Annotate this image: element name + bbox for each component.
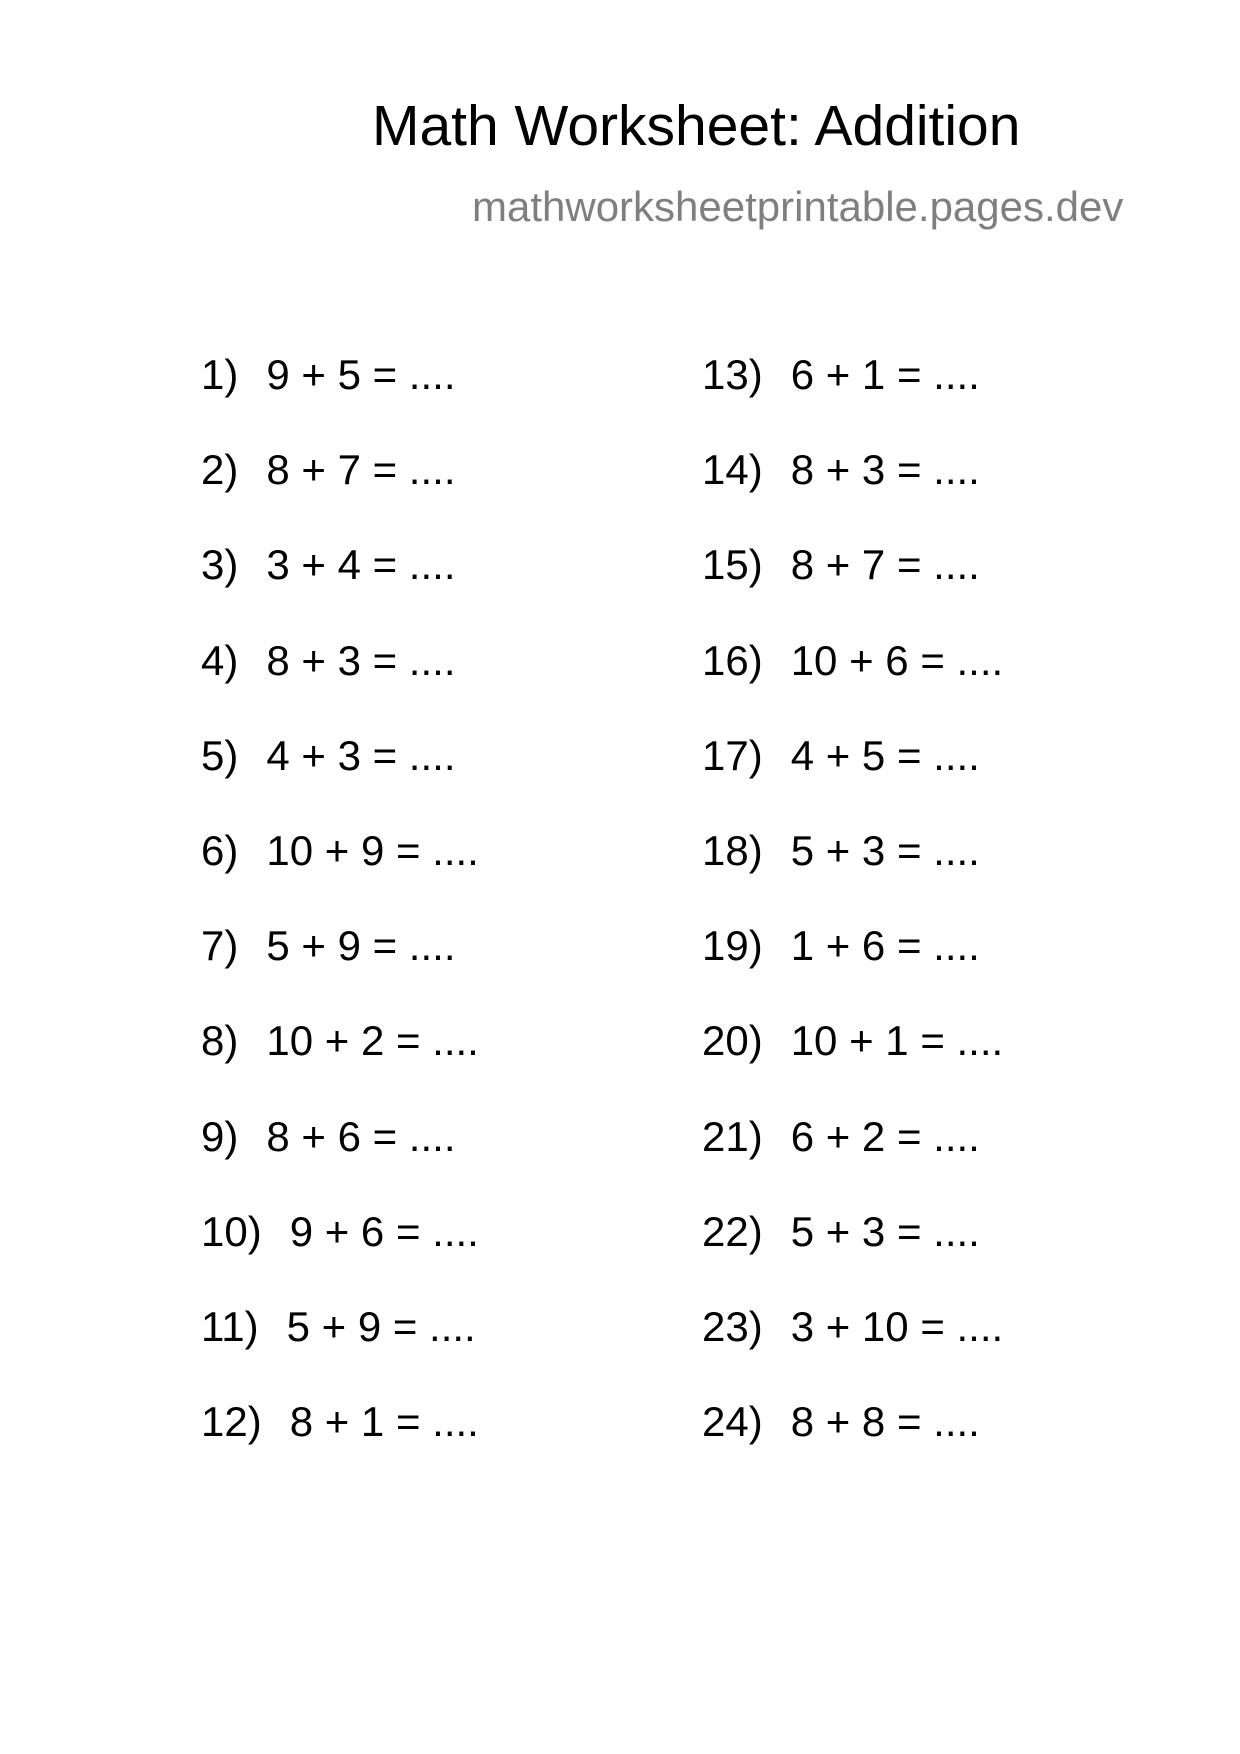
problem-item bbox=[201, 446, 479, 544]
problems-column-left bbox=[201, 351, 479, 1496]
problem-item bbox=[201, 1207, 479, 1306]
problem-item bbox=[201, 1017, 479, 1115]
problem-item bbox=[702, 1207, 1003, 1306]
problem-expression: 4 + 3 = .... bbox=[266, 731, 456, 779]
problem-number: 23) bbox=[702, 1302, 763, 1350]
problem-expression: 8 + 7 = .... bbox=[790, 541, 980, 589]
problem-item bbox=[702, 731, 1003, 830]
problem-expression: 8 + 8 = .... bbox=[790, 1398, 980, 1446]
problem-number: 21) bbox=[702, 1112, 763, 1160]
problem-item bbox=[201, 541, 479, 639]
problem-item bbox=[201, 1398, 479, 1496]
problem-item bbox=[201, 731, 479, 830]
problem-number: 13) bbox=[702, 351, 763, 398]
problem-number: 6) bbox=[201, 826, 239, 874]
problem-item bbox=[201, 1112, 479, 1211]
problem-expression: 8 + 1 = .... bbox=[289, 1398, 479, 1446]
problem-number: 9) bbox=[201, 1112, 239, 1160]
problem-number: 18) bbox=[702, 826, 763, 874]
problem-number: 16) bbox=[702, 636, 763, 684]
problem-item bbox=[702, 1398, 1003, 1496]
problem-item bbox=[201, 636, 479, 735]
problem-number: 19) bbox=[702, 922, 763, 970]
problem-expression: 6 + 1 = .... bbox=[790, 351, 980, 398]
problem-expression: 8 + 7 = .... bbox=[266, 446, 456, 494]
problem-number: 4) bbox=[201, 636, 239, 684]
problem-item bbox=[702, 636, 1004, 735]
problem-number: 2) bbox=[201, 446, 239, 494]
problem-item bbox=[702, 826, 1003, 925]
problem-item bbox=[702, 1112, 1003, 1211]
problem-item bbox=[702, 922, 1003, 1020]
problems-column-right bbox=[702, 351, 1004, 1496]
problem-number: 14) bbox=[702, 446, 763, 494]
problem-expression: 10 + 2 = .... bbox=[266, 1017, 479, 1065]
problem-item bbox=[702, 1017, 1004, 1115]
problem-item bbox=[702, 541, 1003, 639]
problem-number: 5) bbox=[201, 731, 239, 779]
problem-expression: 8 + 3 = .... bbox=[790, 446, 980, 494]
problem-number: 12) bbox=[201, 1398, 262, 1446]
problem-number: 8) bbox=[201, 1017, 239, 1065]
problem-expression: 9 + 5 = .... bbox=[266, 351, 456, 398]
problem-expression: 10 + 6 = .... bbox=[790, 636, 1004, 684]
worksheet-title: Math Worksheet: Addition bbox=[372, 94, 1021, 158]
problem-expression: 6 + 2 = .... bbox=[790, 1112, 980, 1160]
problem-expression: 9 + 6 = .... bbox=[289, 1207, 479, 1255]
problem-number: 15) bbox=[702, 541, 763, 589]
problem-expression: 1 + 6 = .... bbox=[790, 922, 980, 970]
problem-expression: 5 + 3 = .... bbox=[790, 1207, 980, 1255]
problem-expression: 3 + 4 = .... bbox=[266, 541, 456, 589]
problem-item bbox=[201, 351, 479, 449]
problem-item bbox=[201, 922, 479, 1020]
problem-number: 17) bbox=[702, 731, 763, 779]
problem-expression: 5 + 9 = .... bbox=[266, 922, 456, 970]
problem-expression: 10 + 1 = .... bbox=[790, 1017, 1004, 1065]
problem-expression: 8 + 6 = .... bbox=[266, 1112, 456, 1160]
problem-number: 3) bbox=[201, 541, 239, 589]
problem-item bbox=[702, 1302, 1004, 1401]
problem-number: 11) bbox=[201, 1302, 259, 1350]
problem-expression: 5 + 3 = .... bbox=[790, 826, 980, 874]
problem-number: 20) bbox=[702, 1017, 763, 1065]
problem-number: 24) bbox=[702, 1398, 763, 1446]
problem-item bbox=[702, 351, 1003, 449]
problem-number: 22) bbox=[702, 1207, 763, 1255]
problem-number: 1) bbox=[201, 351, 239, 398]
problem-expression: 3 + 10 = .... bbox=[790, 1302, 1004, 1350]
problem-item bbox=[702, 446, 1003, 544]
problem-item bbox=[201, 826, 479, 925]
problem-number: 10) bbox=[201, 1207, 262, 1255]
problem-expression: 8 + 3 = .... bbox=[266, 636, 456, 684]
problem-number: 7) bbox=[201, 922, 239, 970]
problem-expression: 10 + 9 = .... bbox=[266, 826, 479, 874]
source-url: mathworksheetprintable.pages.dev bbox=[472, 183, 1124, 230]
problem-expression: 4 + 5 = .... bbox=[790, 731, 980, 779]
problem-expression: 5 + 9 = .... bbox=[286, 1302, 476, 1350]
problem-item bbox=[201, 1302, 479, 1401]
